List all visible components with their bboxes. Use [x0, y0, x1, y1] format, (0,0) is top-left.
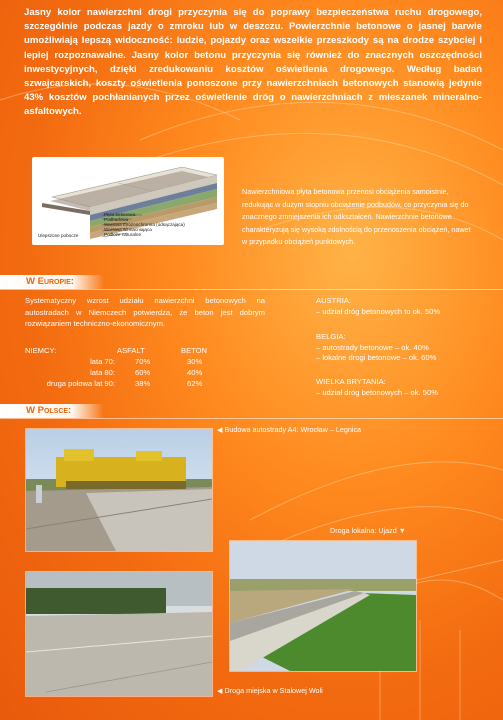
- caption-local: [330, 526, 406, 535]
- photo-a4-construction: [25, 428, 213, 552]
- caption-arrow-left-icon: ◀: [217, 686, 225, 695]
- europe-divider: [0, 289, 503, 290]
- asfalt-header: ASFALT: [117, 346, 145, 355]
- photo-local-road: [229, 540, 417, 672]
- row-asfalt: 60%: [135, 368, 151, 377]
- intro-paragraph: Jasny kolor nawierzchni drogi przyczynia się do poprawy bezpieczeństwa ruchu drogowego, szczególnie podczas jazdy o zmroku lub w deszczu. Powierzchnie betonowe o jasnej barwie umożliwiają lepszą widoczność: ludzie, pojazdy oraz wszelkie przeszkody są na drodze szybciej i lepiej rozpoznawalne. Jasny kolor betonu przyczynia się również do znacznych oszczędności inwestycyjnych, dzięki zredukowaniu kosztów oświetlenia drogowego. Według badań szwajcarskich, koszty oświetlenia ponoszone przy nawierzchniach betonowych stanowią jedynie 43% kosztów pochłanianych przez oświetlenie dróg o nawierzchniach z mieszanek mineralno-asfaltowych.: [24, 7, 482, 118]
- belgium-block: [316, 332, 436, 364]
- caption-a4-text: Budowa autostrady A4: Wrocław – Legnica: [224, 425, 362, 434]
- row-label: lata 80:: [90, 368, 115, 377]
- belgium-line-1: – autostrady betonowe – ok. 40%: [316, 342, 429, 352]
- poland-heading: W Polsce:: [0, 404, 104, 418]
- caption-city: [217, 686, 323, 695]
- belgium-name: BELGIA:: [316, 332, 346, 341]
- caption-a4: [217, 425, 361, 434]
- row-asfalt: 38%: [135, 379, 151, 388]
- austria-block: [316, 296, 440, 317]
- belgium-line-2: – lokalne drogi betonowe – ok. 60%: [316, 353, 437, 363]
- photo-city-road: [25, 571, 213, 697]
- diagram-caption: Nawierzchniowa płyta betonowa przenosi obciążenia samoistnie, redukując w dużym stopniu obciążenie podbudów, co przyczynia się do znacznego zmniejszenia ich odkształceń. Nawierzchnie betonowe charakteryzują się wysoką zdolnością do przenoszenia obciążeń, nawet w przypadku obciążeń punktowych.: [242, 187, 471, 247]
- europe-paragraph: Systematyczny wzrost udziału nawierzchni betonowych na autostradach w Niemczech potwierdza, że beton jest dobrym rozwiązaniem techniczno-ekonomicznym.: [25, 296, 265, 329]
- table-header: [25, 345, 225, 356]
- row-label: druga połowa lat 90:: [46, 379, 115, 388]
- poland-divider: [0, 418, 503, 419]
- row-label: lata 70:: [90, 357, 115, 366]
- row-beton: 30%: [187, 357, 203, 366]
- diagram-label-5: Podłoże naturalne: [104, 232, 142, 237]
- beton-header: BETON: [181, 346, 208, 355]
- diagram-label-1: Płyta betonowa: [104, 212, 136, 217]
- road-cross-section-diagram: [32, 157, 224, 245]
- table-row: [25, 367, 225, 378]
- row-beton: 62%: [187, 379, 203, 388]
- caption-local-text: Droga lokalna: Ujazd: [330, 526, 397, 535]
- row-asfalt: 70%: [135, 357, 151, 366]
- austria-line: – udział dróg betonowych to ok. 50%: [316, 306, 441, 316]
- uk-name: WIELKA BRYTANIA:: [316, 377, 386, 386]
- austria-name: AUSTRIA:: [316, 296, 352, 305]
- caption-arrow-down-icon: ▼: [396, 526, 406, 535]
- caption-arrow-left-icon: ◀: [217, 425, 225, 434]
- diagram-side-label: Ulepszone pobocze: [38, 233, 79, 238]
- table-row: [25, 356, 225, 367]
- caption-city-text: Droga miejska w Stalowej Woli: [224, 686, 323, 695]
- uk-block: [316, 377, 438, 398]
- diagram-label-2: Podbudowa: [104, 217, 129, 222]
- country-label: NIEMCY:: [25, 346, 57, 355]
- diagram-label-3: Warstwa mrozoochronna (odsączająca): [104, 222, 185, 227]
- diagram-label-4: Warstwa wzmacniająca: [104, 227, 152, 232]
- europe-heading: W Europie:: [0, 275, 104, 289]
- row-beton: 40%: [187, 368, 203, 377]
- table-row: [25, 378, 225, 389]
- uk-line: – udział dróg betonowych – ok. 50%: [316, 387, 439, 397]
